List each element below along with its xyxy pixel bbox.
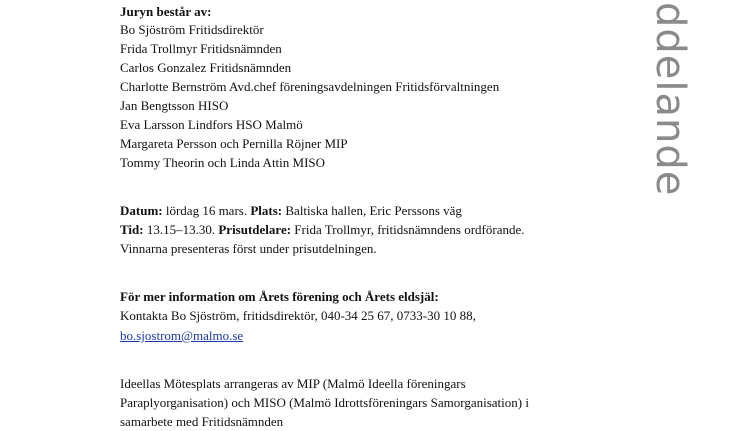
contact-email-link[interactable]: bo.sjostrom@malmo.se: [120, 328, 244, 343]
date-value: lördag 16 mars.: [165, 203, 248, 218]
event-date-place: [120, 202, 462, 220]
jury-member: Carlos Gonzalez Fritidsnämnden: [120, 60, 292, 75]
side-vertical-word: ddelande: [647, 2, 693, 197]
jury-member: Tommy Theorin och Linda Attin MISO: [120, 155, 326, 170]
place-value: Baltiska hallen, Eric Perssons väg: [285, 203, 462, 218]
jury-member: Jan Bengtsson HISO: [120, 98, 229, 113]
contact-text: Kontakta Bo Sjöström, fritidsdirektör, 040-34 25 67, 0733-30 10 88,: [120, 308, 476, 323]
footer-line: samarbete med Fritidsnämnden: [120, 414, 284, 429]
jury-member: Charlotte Bernström Avd.chef föreningsavdelningen Fritidsförvaltningen: [120, 79, 500, 94]
contact-email-line: [120, 327, 243, 345]
event-time-presenter: [120, 221, 525, 239]
jury-member: Frida Trollmyr Fritidsnämnden: [120, 41, 282, 56]
jury-member: Margareta Persson och Pernilla Röjner MIP: [120, 136, 348, 151]
presenter-label: Prisutdelare:: [218, 222, 292, 237]
time-value: 13.15–13.30.: [146, 222, 216, 237]
event-note: Vinnarna presenteras först under prisutdelningen.: [120, 241, 377, 256]
jury-heading: Juryn består av:: [120, 4, 212, 19]
footer-line: Ideellas Mötesplats arrangeras av MIP (Malmö Ideella föreningars: [120, 376, 466, 391]
contact-heading: För mer information om Årets förening och Årets eldsjäl:: [120, 289, 439, 304]
jury-member: Eva Larsson Lindfors HSO Malmö: [120, 117, 303, 132]
time-label: Tid:: [120, 222, 144, 237]
footer-line: Paraplyorganisation) och MISO (Malmö Idrottsföreningars Samorganisation) i: [120, 395, 529, 410]
jury-member: Bo Sjöström Fritidsdirektör: [120, 22, 264, 37]
date-label: Datum:: [120, 203, 163, 218]
place-label: Plats:: [250, 203, 283, 218]
presenter-value: Frida Trollmyr, fritidsnämndens ordförande.: [294, 222, 525, 237]
